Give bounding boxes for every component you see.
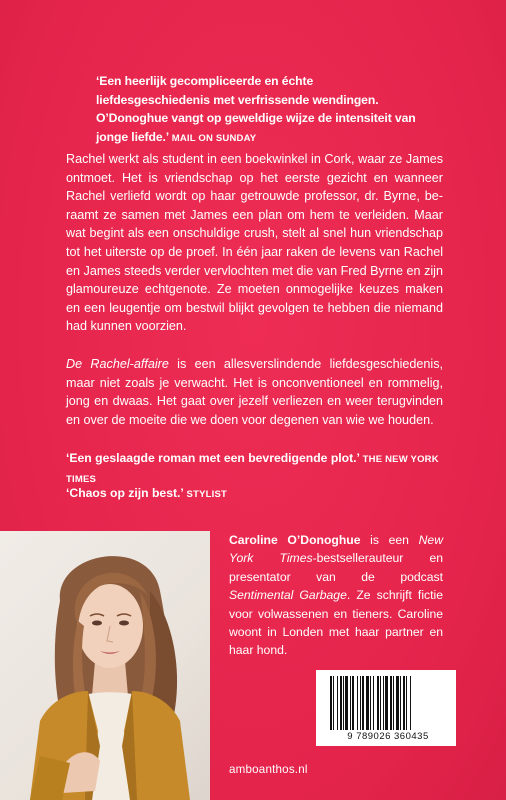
- book-title: De Rachel-affaire: [66, 357, 169, 371]
- isbn-number: 9 789026 360435: [347, 731, 429, 742]
- barcode-bar: [396, 676, 399, 730]
- barcode-bar: [390, 676, 392, 730]
- author-bio-podcast: Sentimental Garbage: [229, 588, 347, 603]
- review-quote-stylist: [66, 484, 446, 504]
- author-bio-newspaper: New York Times: [229, 533, 444, 566]
- barcode-bar: [360, 676, 361, 730]
- quote-source: THE NEW YORK TIMES: [66, 454, 439, 485]
- quote-source: STYLIST: [186, 489, 228, 500]
- barcode-bar: [373, 676, 374, 730]
- synopsis-paragraph-2: [66, 355, 443, 429]
- barcode-bar: [330, 676, 332, 730]
- barcode-bar: [393, 676, 394, 730]
- barcode-bar: [340, 676, 342, 730]
- author-bio: [229, 531, 443, 660]
- author-bio-text: . Ze schrijft fictie voor volwassenen en tieners. Caroline woont in Londen met haar partner en haar hond.: [229, 588, 443, 658]
- barcode-bar: [403, 676, 405, 730]
- quote-source: MAIL ON SUNDAY: [171, 132, 257, 144]
- barcode-bar: [366, 676, 369, 730]
- publisher-website: amboanthos.nl: [229, 763, 308, 776]
- barcode-bar: [350, 676, 351, 730]
- barcode-bar: [383, 676, 384, 730]
- barcode-bar: [370, 676, 371, 730]
- quote-text: ‘Een heerlijk gecompliceerde en échte liefdesgeschiedenis met verfrissende wendingen. O’Donoghue vangt op geweldige wijze de intensiteit van jonge liefde.’: [96, 74, 416, 144]
- barcode-bar: [352, 676, 354, 730]
- barcode-bar: [410, 676, 411, 730]
- synopsis-paragraph-1: Rachel werkt als student in een boekwinkel in Cork, waar ze James ontmoet. Het is vriendschap op het eerste gezicht en wanneer Rachel verliefd wordt op haar getrouwde professor, dr. Byrne, be- raamt ze samen met James een plan om hem te verleiden. Maar wat begint als een onschuldige crush, stelt al snel hun vriendschap tot het uiterste op de proef. In één jaar raken de levens van Rachel en James steeds verder vervlochten met die van Fred Byrne en zijn glamoureuze echtgenote. Ze moeten onmogelijke keuzes maken en een leugentje om bestwil blijkt gevolgen te hebben die niemand had kunnen voorzien.: [66, 152, 443, 334]
- author-bio-text: -bestsellerauteur en presentator van de podcast: [229, 551, 443, 584]
- barcode-bar: [343, 676, 344, 730]
- review-quote-top: [96, 72, 426, 148]
- isbn-barcode: [316, 670, 456, 746]
- barcode-bar: [377, 676, 379, 730]
- synopsis-paragraph-2-text: is een allesverslindende liefdesgeschiedenis, maar niet zoals je verwacht. Het is onconventioneel en rommelig, jong en dwaas. Het gaat over jezelf verliezen en weer terugvinden en over de moeite die we doen voor degenen van wie we houden.: [66, 357, 443, 427]
- barcode-bar: [385, 676, 388, 730]
- quote-text: ‘Een geslaagde roman met een bevredigende plot.’: [66, 451, 360, 465]
- barcode-bar: [357, 676, 358, 730]
- author-photo: [0, 531, 210, 800]
- barcode-bar: [400, 676, 401, 730]
- author-name: Caroline O’Donoghue: [229, 533, 361, 547]
- barcode-bar: [337, 676, 338, 730]
- author-bio-text: is een: [360, 533, 419, 547]
- barcode-bar: [345, 676, 348, 730]
- barcode-bar: [362, 676, 364, 730]
- barcode-bar: [406, 676, 407, 730]
- review-quote-nyt: [66, 449, 446, 489]
- barcode-bar: [380, 676, 381, 730]
- author-portrait-illustration: [0, 531, 210, 800]
- quote-text: ‘Chaos op zijn best.’: [66, 486, 184, 500]
- barcode-bar: [333, 676, 334, 730]
